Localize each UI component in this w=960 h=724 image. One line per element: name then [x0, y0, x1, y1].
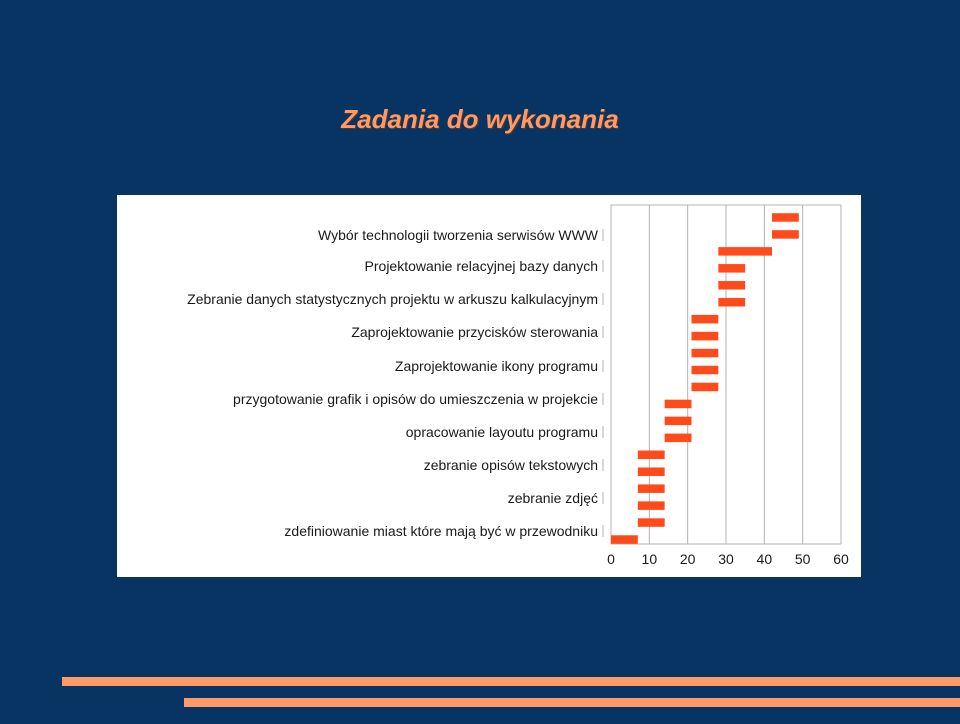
category-label: Zaprojektowanie przycisków sterowania — [351, 324, 598, 340]
category-label: Zaprojektowanie ikony programu — [394, 358, 598, 374]
category-label: Projektowanie relacyjnej bazy danych — [364, 258, 598, 274]
category-label: Wybór technologii tworzenia serwisów WWW — [318, 227, 598, 243]
gantt-bar — [665, 417, 692, 426]
gantt-chart — [117, 195, 861, 577]
gantt-bar — [638, 451, 665, 460]
x-tick-label: 40 — [756, 551, 773, 567]
category-label: opracowanie layoutu programu — [405, 424, 598, 440]
gantt-bar — [638, 467, 665, 476]
gantt-bar — [718, 247, 772, 256]
x-tick-label: 10 — [641, 551, 658, 567]
gantt-bar — [772, 213, 799, 222]
gantt-bar — [638, 501, 665, 510]
gantt-bar — [611, 535, 638, 544]
slide-title: Zadania do wykonania — [341, 104, 619, 134]
gantt-bar — [638, 518, 665, 527]
gantt-bar — [692, 349, 719, 358]
gantt-bar — [692, 366, 719, 375]
category-label: zdefiniowanie miast które mają być w przewodniku — [284, 523, 598, 539]
x-tick-label: 50 — [794, 551, 811, 567]
gantt-bar — [692, 332, 719, 341]
x-tick-label: 60 — [833, 551, 849, 567]
x-tick-label: 30 — [718, 551, 734, 567]
decorative-stripe-bottom — [184, 698, 960, 707]
category-label: zebranie zdjęć — [507, 490, 598, 506]
x-tick-label: 0 — [607, 551, 615, 567]
gantt-bar — [638, 484, 665, 493]
category-label: Zebranie danych statystycznych projektu w arkuszu kalkulacyjnym — [187, 291, 598, 307]
gantt-bar — [718, 264, 745, 273]
gantt-chart-svg — [117, 195, 861, 577]
x-tick-label: 20 — [679, 551, 696, 567]
category-label: przygotowanie grafik i opisów do umieszczenia w projekcie — [233, 391, 598, 407]
gantt-bar — [665, 434, 692, 443]
decorative-stripe-top — [62, 677, 960, 686]
gantt-bar — [692, 383, 719, 392]
gantt-bar — [772, 230, 799, 239]
gantt-bar — [692, 315, 719, 324]
gantt-bar — [665, 400, 692, 409]
gantt-bar — [718, 281, 745, 290]
category-label: zebranie opisów tekstowych — [423, 457, 598, 473]
gantt-bar — [718, 298, 745, 307]
